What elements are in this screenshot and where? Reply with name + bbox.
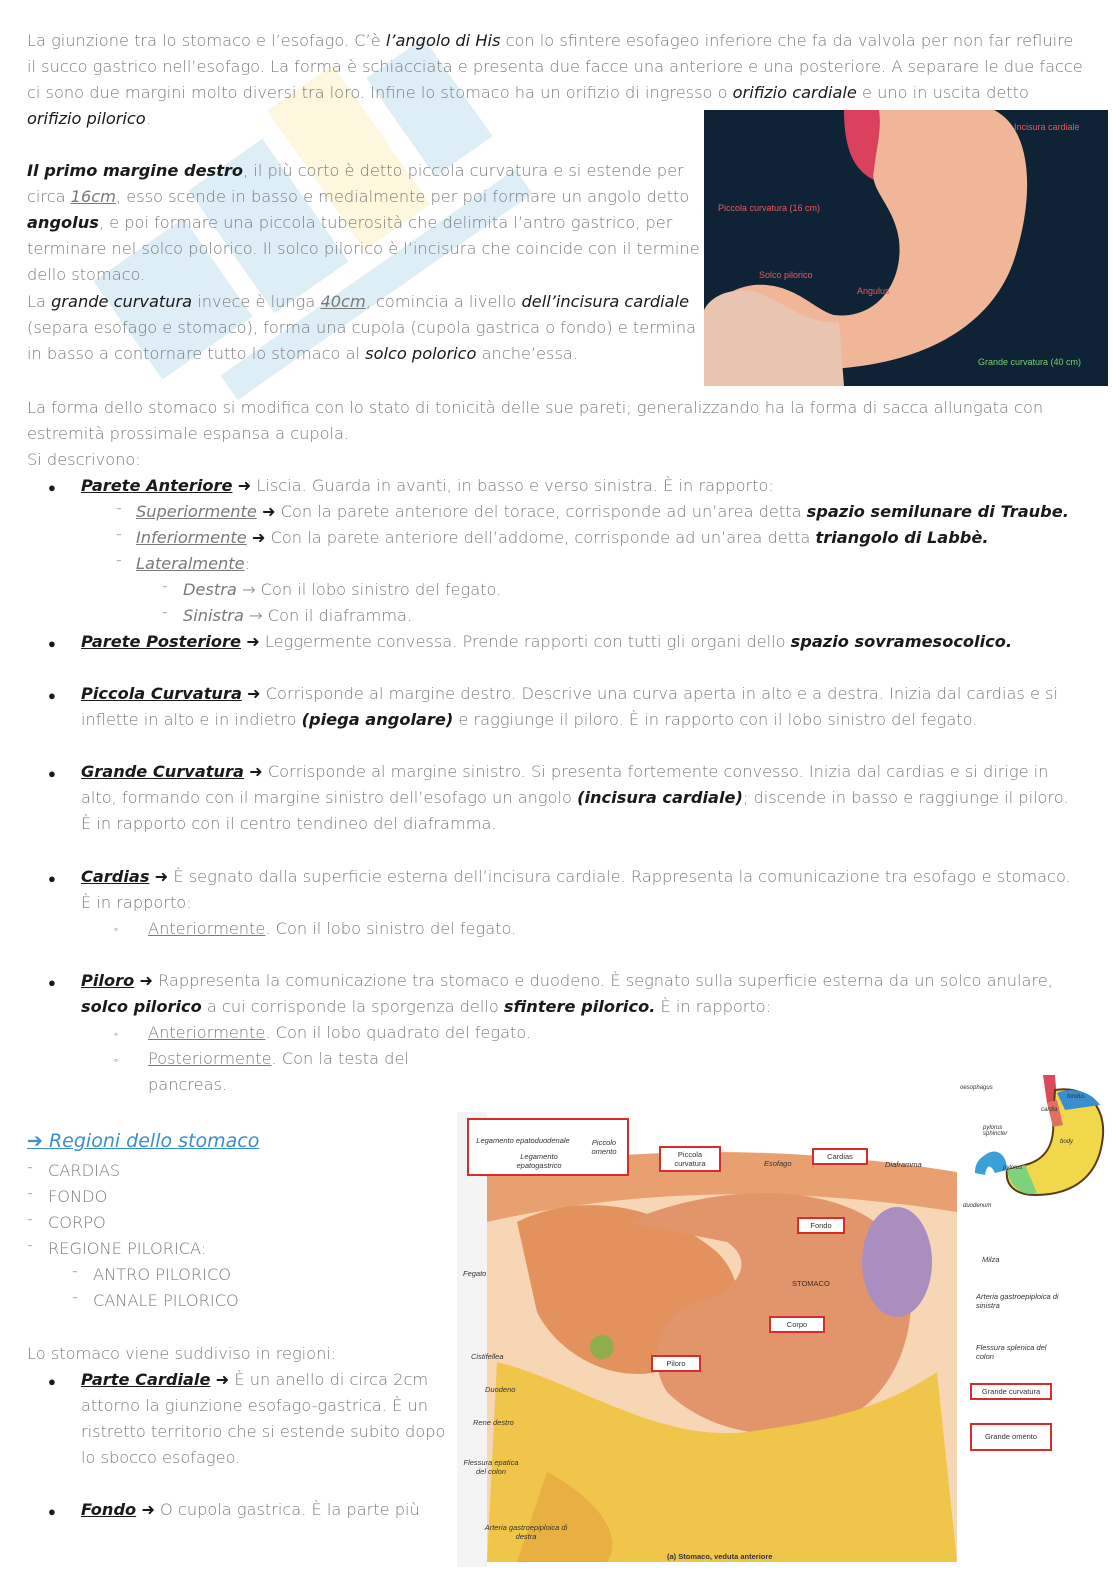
- sub-sub-item-sinistra: Sinistra → Con il diaframma.: [183, 606, 413, 625]
- stomach-anatomy-illustration: [457, 1112, 965, 1567]
- stomach-curvature-illustration: [704, 110, 1108, 386]
- bullet: ●: [48, 1375, 56, 1390]
- regione-item: FONDO: [48, 1187, 108, 1206]
- sub-item-piloro-posteriormente: Posteriormente. Con la testa del pancreas.: [148, 1049, 409, 1095]
- sub-item-inferiormente: Inferiormente ➜ Con la parete anteriore dell’addome, corrisponde ad un’area detta triangolo di Labbè.: [136, 528, 989, 547]
- list-item-parete-anteriore: Parete Anteriore ➜ Liscia. Guarda in avanti, in basso e verso sinistra. È in rapporto:: [81, 476, 774, 495]
- sub-item-lateralmente: Lateralmente:: [136, 554, 251, 573]
- label-piccola-curvatura: Piccola curvatura (16 cm): [718, 203, 821, 213]
- label-angulus: Angulus: [857, 286, 890, 296]
- sub-item-superiormente: Superiormente ➜ Con la parete anteriore del torace, corrisponde ad un’area detta spazio semilunare di Traube.: [136, 502, 1069, 521]
- list-item-piccola-curvatura: Piccola Curvatura ➜ Corrisponde al margine destro. Descrive una curva aperta in alto e a destra. Inizia dal cardias e si inflette in alto e in indietro (piega angolare) e raggiunge il piloro. È in rapporto con il lobo sinistro del fegato.: [81, 684, 1058, 730]
- label-fundus: fundus: [1067, 1094, 1086, 1100]
- list-item-piloro: Piloro ➜ Rappresenta la comunicazione tra stomaco e duodeno. È segnato sulla superficie esterna da un solco anulare, solco pilorico a cui corrisponde la sporgenza dello sfintere pilorico. È in rapporto:: [81, 971, 1053, 1017]
- suddivisione-intro: Lo stomaco viene suddiviso in regioni:: [27, 1344, 337, 1363]
- sub-sub-item-destra: Destra → Con il lobo sinistro del fegato.: [183, 580, 502, 599]
- label-rene-destro: Rene destro: [473, 1418, 514, 1427]
- list-item-cardias: Cardias ➜ È segnato dalla superficie esterna dell’incisura cardiale. Rappresenta la comunicazione tra esofago e stomaco. È in rapporto:: [81, 867, 1071, 913]
- label-arteria-sinistra: Arteria gastroepiploica di sinistra: [976, 1292, 1059, 1310]
- label-incisura-cardiale: Incisura cardiale: [1014, 122, 1080, 132]
- box-piloro: Piloro: [651, 1355, 701, 1372]
- regione-item: CARDIAS: [48, 1161, 121, 1180]
- bullet: ●: [48, 872, 56, 887]
- regione-sub-item: ANTRO PILORICO: [93, 1265, 231, 1284]
- list-item-parete-posteriore: Parete Posteriore ➜ Leggermente convessa. Prende rapporti con tutti gli organi dello spazio sovramesocolico.: [81, 632, 1012, 651]
- margine-destro-paragraph: Il primo margine destro, il più corto è detto piccola curvatura e si estende per circa 16cm, esso scende in basso e medialmente per poi formare un angolo detto angolus, e poi formare una piccola tuberosità che delimita l’antro gastrico, per terminare nel solco polorico. Il solco pilorico è l’incisura che coincide con il termine dello stomaco.: [27, 161, 700, 285]
- list-item-fondo: Fondo ➜ O cupola gastrica. È la parte più: [81, 1500, 420, 1519]
- regione-sub-item: CANALE PILORICO: [93, 1291, 239, 1310]
- label-pylorus: pylorus: [1003, 1165, 1023, 1171]
- bullet: ●: [48, 689, 56, 704]
- box-cardias: Cardias: [812, 1148, 868, 1165]
- label-duodenum: duodenum: [963, 1203, 992, 1209]
- label-grande-curvatura: Grande curvatura (40 cm): [978, 357, 1082, 367]
- label-arteria-destra: Arteria gastroepiploica di destra: [484, 1523, 568, 1541]
- label-fegato: Fegato: [463, 1269, 487, 1278]
- label-cistifellea: Cistifellea: [471, 1352, 504, 1361]
- label-pyloric-sphincter: pylorus sphincter: [983, 1125, 1008, 1137]
- label-cardia: cardia: [1041, 1107, 1058, 1113]
- intro-paragraph: La giunzione tra lo stomaco e l’esofago. C’è l’angolo di His con lo sfintere esofageo inferiore che fa da valvola per non far refluire il succo gastrico nell’esofago. La forma è schiacciata e presenta due facce una anteriore e una posteriore. A separare le due facce ci sono due margini molto diversi tra loro. Infine lo stomaco ha un orifizio di ingresso o orifizio cardiale e uno in uscita detto orifizio pilorico.: [27, 31, 1083, 129]
- list-item-grande-curvatura: Grande Curvatura ➜ Corrisponde al margine sinistro. Si presenta fortemente convesso. Inizia dal cardias e si dirige in alto, formando con il margine sinistro dell’esofago un angolo (incisura cardiale); discende in basso e raggiunge il piloro. È in rapporto con il centro tendineo del diaframma.: [81, 762, 1069, 834]
- figure-caption: (a) Stomaco, veduta anteriore: [667, 1552, 773, 1561]
- stomach-regions-figure: [955, 1075, 1105, 1215]
- bullet: ●: [48, 767, 56, 782]
- label-solco-pilorico: Solco pilorico: [759, 270, 813, 280]
- bullet: ●: [48, 1505, 56, 1520]
- list-item-parte-cardiale: Parte Cardiale ➜ È un anello di circa 2cm attorno la giunzione esofago-gastrica. È un ristretto territorio che si estende subito dopo lo sbocco esofageo.: [81, 1370, 446, 1468]
- sub-item-cardias-anteriormente: Anteriormente. Con il lobo sinistro del fegato.: [148, 919, 517, 938]
- bullet: ●: [48, 976, 56, 991]
- stomach-curvature-figure: [704, 110, 1108, 386]
- regione-item: CORPO: [48, 1213, 106, 1232]
- forma-paragraph: La forma dello stomaco si modifica con lo stato di tonicità delle sue pareti; generalizzando ha la forma di sacca allungata con estremità prossimale espansa a cupola. Si descrivono:: [27, 398, 1044, 470]
- label-esofago: Esofago: [764, 1159, 792, 1168]
- label-flessura-splenica: Flessura splenica del colon: [976, 1343, 1047, 1361]
- bullet: ●: [48, 481, 56, 496]
- box-fondo: Fondo: [797, 1217, 845, 1234]
- label-oesophagus: oesophagus: [960, 1085, 993, 1091]
- label-diaframma: Diaframma: [885, 1160, 922, 1169]
- label-milza-right: Milza: [982, 1255, 1000, 1264]
- regioni-heading: ➔ Regioni dello stomaco: [27, 1130, 260, 1152]
- box-grande-omento: Grande omento: [970, 1423, 1052, 1451]
- label-body: body: [1060, 1139, 1074, 1145]
- label-duodeno: Duodeno: [485, 1385, 516, 1394]
- sub-item-piloro-anteriormente: Anteriormente. Con il lobo quadrato del fegato.: [148, 1023, 532, 1042]
- box-piccola-curvatura: Piccola curvatura: [659, 1146, 721, 1172]
- stomach-anatomy-figure: [457, 1112, 965, 1567]
- box-piccolo-omento: Legamento epatoduodenale Legamento epatogastrico Piccolo omento: [467, 1118, 629, 1176]
- label-stomaco: STOMACO: [792, 1279, 830, 1288]
- regione-item: REGIONE PILORICA:: [48, 1239, 207, 1258]
- box-grande-curvatura: Grande curvatura: [970, 1383, 1052, 1400]
- label-flessura-epatica: Flessura epatica del colon: [463, 1458, 519, 1476]
- box-corpo: Corpo: [769, 1316, 825, 1333]
- grande-curvatura-paragraph: La grande curvatura invece è lunga 40cm, comincia a livello dell’incisura cardiale (separa esofago e stomaco), forma una cupola (cupola gastrica o fondo) e termina in basso a contornare tutto lo stomaco al solco polorico anche’essa.: [27, 292, 697, 364]
- bullet: ●: [48, 637, 56, 652]
